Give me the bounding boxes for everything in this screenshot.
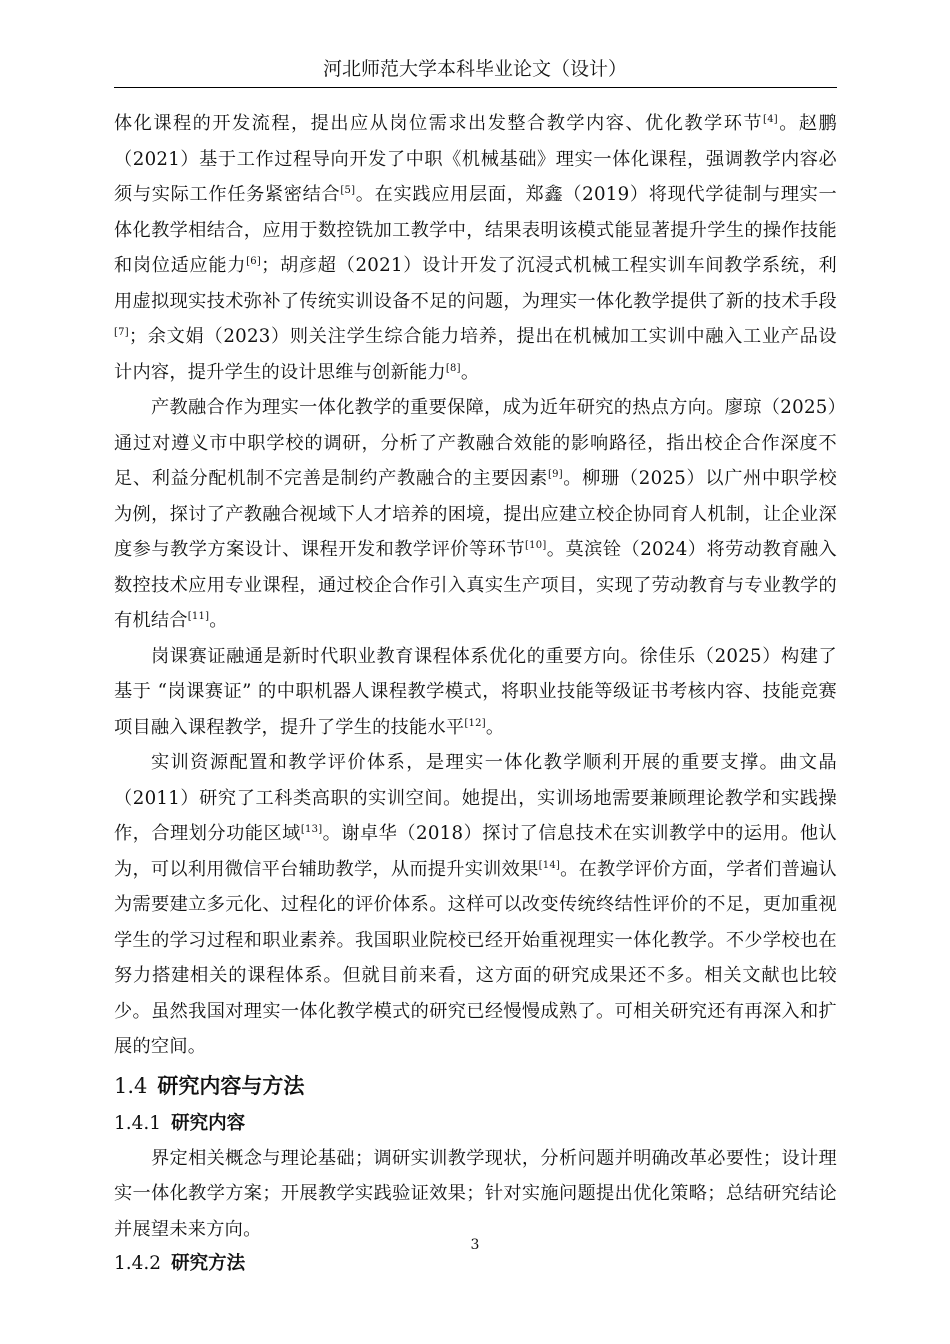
citation-marker: [6]	[246, 256, 262, 267]
research-content-paragraph: 界定相关概念与理论基础；调研实训教学现状，分析问题并明确改革必要性；设计理实一体化教学方案；开展教学实践验证效果；针对实施问题提出优化策略；总结研究结论并展望未来方向。	[114, 1147, 837, 1240]
citation-marker: [7]	[114, 327, 129, 338]
paragraph-text: 实训资源配置和教学评价体系，是理实一体化教学顺利开展的重要支撑。曲文晶（2011）研究了工科类高职的实训空间。她提出，实训场地需要兼顾理论教学和实践操作，合理划分功能区域	[114, 752, 837, 844]
paragraph-text: 岗课赛证融通是新时代职业教育课程体系优化的重要方向。徐佳乐（2025）构建了基于 “岗课赛证” 的中职机器人课程教学模式，将职业技能等级证书考核内容、技能竞赛项目融入课程教学，提升了学生的技能水平	[114, 645, 837, 738]
section-heading-1-4	[114, 1069, 837, 1103]
citation-marker: [11]	[187, 611, 210, 622]
document-body	[114, 106, 837, 1281]
body-paragraph	[114, 639, 837, 746]
subsection-heading-1-4-1	[114, 1107, 837, 1141]
paragraph-text: 。在实践应用层面，郑鑫（2019）将现代学徒制与理实一体化教学相结合，应用于数控铣加工教学中，结果表明该模式能显著提升学生的操作技能和岗位适应能力	[114, 184, 837, 276]
page-header: 河北师范大学本科毕业论文（设计）	[322, 58, 627, 80]
paragraph-text: 。	[209, 610, 228, 631]
paragraph-text: 。在教学评价方面，学者们普遍认为需要建立多元化、过程化的评价体系。这样可以改变传统终结性评价的不足，更加重视学生的学习过程和职业素养。我国职业院校已经开始重视理实一体化教学。不少学校也在努力搭建相关的课程体系。但就目前来看，这方面的研究成果还不多。相关文献也比较少。虽然我国对理实一体化教学模式的研究已经慢慢成熟了。可相关研究还有再深入和扩展的空间。	[114, 858, 837, 1057]
body-paragraph	[114, 106, 837, 390]
paragraph-text: 。	[485, 716, 505, 738]
subsection-number: 1.4.1	[114, 1112, 162, 1134]
header-rule	[114, 87, 837, 88]
paragraph-text: ；胡彦超（2021）设计开发了沉浸式机械工程实训车间教学系统，利用虚拟现实技术弥补了传统实训设备不足的问题，为理实一体化教学提供了新的技术手段	[114, 255, 837, 312]
citation-marker: [5]	[340, 185, 356, 196]
citation-marker: [9]	[547, 469, 563, 480]
citation-marker: [14]	[538, 859, 561, 871]
paragraph-group	[114, 106, 837, 1065]
subsection-title: 研究方法	[171, 1253, 246, 1274]
paragraph-text: 。莫滨铨（2024）将劳动教育融入数控技术应用专业课程，通过校企合作引入真实生产项目，实现了劳动教育与专业教学的有机结合	[114, 539, 837, 631]
body-paragraph	[114, 390, 837, 639]
citation-marker: [8]	[445, 362, 461, 374]
paragraph-text: 。赵鹏（2021）基于工作过程导向开发了中职《机械基础》理实一体化课程，强调教学内容必须与实际工作任务紧密结合	[114, 113, 837, 205]
body-paragraph	[114, 745, 837, 1065]
page-number: 3	[470, 1237, 480, 1253]
section-title: 研究内容与方法	[157, 1072, 305, 1098]
paragraph-text: ；余文娟（2023）则关注学生综合能力培养，提出在机械加工实训中融入工业产品设计内容，提升学生的设计思维与创新能力	[114, 326, 837, 383]
paragraph-text: 。	[460, 361, 480, 383]
subsection-title: 研究内容	[171, 1112, 246, 1134]
citation-marker: [12]	[464, 717, 486, 729]
paragraph-text: 。柳珊（2025）以广州中职学校为例，探讨了产教融合视域下人才培养的困境，提出应建立校企协同育人机制，让企业深度参与教学方案设计、课程开发和教学评价等环节	[114, 468, 837, 560]
citation-marker: [10]	[525, 540, 547, 551]
subsection-number: 1.4.2	[114, 1253, 162, 1274]
paragraph-text: 体化课程的开发流程，提出应从岗位需求出发整合教学内容、优化教学环节	[114, 113, 764, 134]
paragraph-text: 产教融合作为理实一体化教学的重要保障，成为近年研究的热点方向。廖琼（2025）通过对遵义市中职学校的调研，分析了产教融合效能的影响路径，指出校企合作深度不足、利益分配机制不完善是制约产教融合的主要因素	[114, 397, 837, 489]
paragraph-text: 。谢卓华（2018）探讨了信息技术在实训教学中的运用。他认为，可以利用微信平台辅助教学，从而提升实训效果	[114, 823, 837, 880]
section-number: 1.4	[114, 1073, 148, 1098]
citation-marker: [4]	[763, 114, 778, 125]
citation-marker: [13]	[300, 824, 323, 835]
